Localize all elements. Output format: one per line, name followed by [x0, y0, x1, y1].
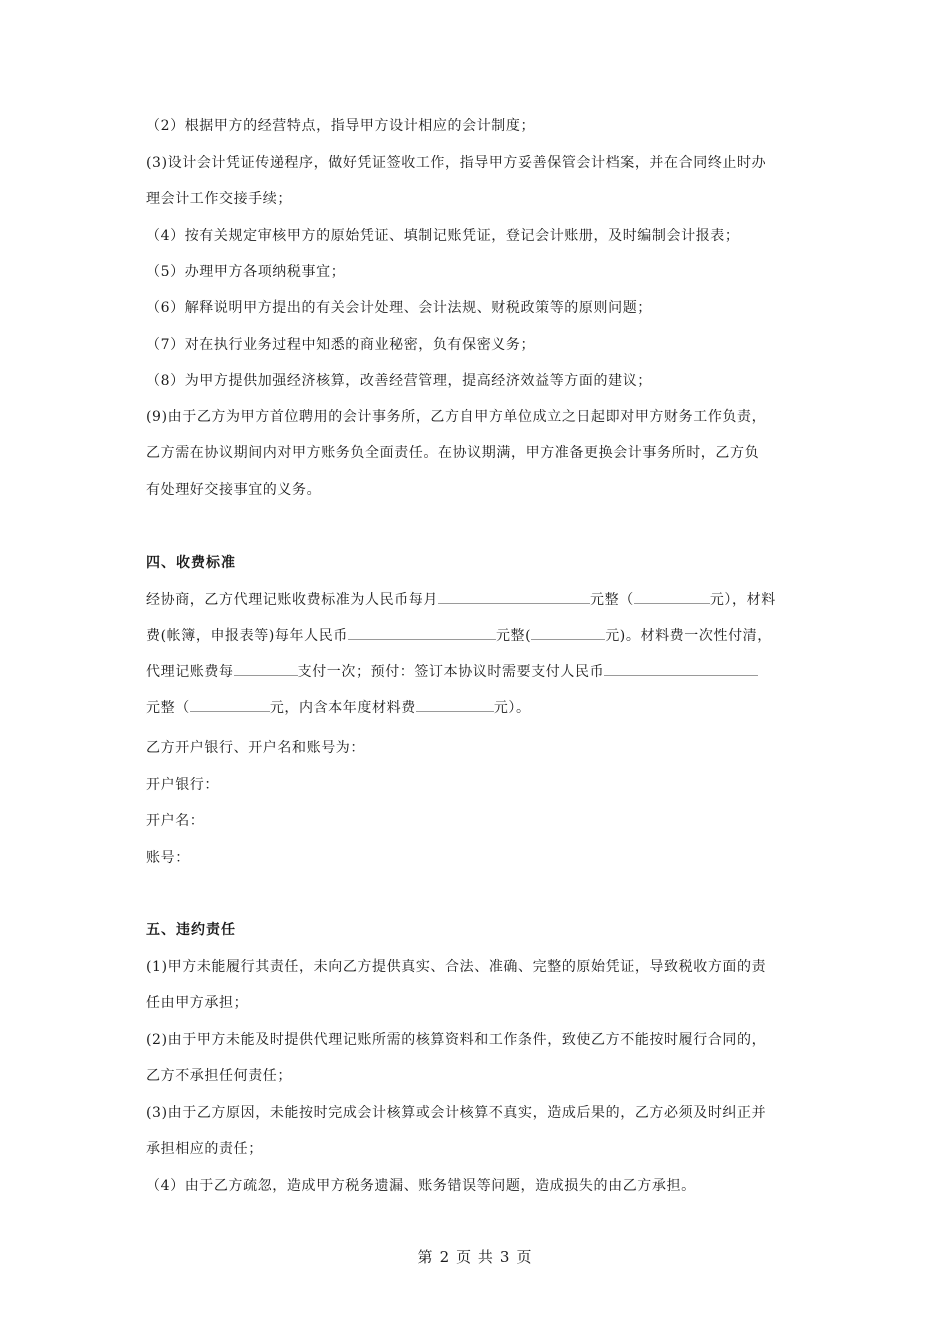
fee-prepay-blank[interactable]: [604, 661, 758, 676]
fee-period-blank[interactable]: [234, 661, 298, 676]
section-4-heading: 四、收费标准: [146, 555, 236, 571]
fee-line-3: [146, 661, 816, 682]
bank-name-label: 开户银行：: [146, 777, 219, 793]
clause-3-9-cont2: 有处理好交接事宜的义务。: [146, 482, 322, 498]
bank-intro: 乙方开户银行、开户名和账号为：: [146, 740, 365, 756]
liability-2-cont: 乙方不承担任何责任；: [146, 1068, 292, 1084]
account-number-label: 账号：: [146, 850, 190, 866]
fee-line-4: [146, 697, 816, 718]
fee-yearly-blank[interactable]: [348, 625, 496, 640]
current-page-number: 2: [439, 1248, 451, 1266]
fee-monthly-yuan-text: 元整（: [590, 592, 634, 608]
account-name-label: 开户名：: [146, 813, 205, 829]
clause-3-4: （4）按有关规定审核甲方的原始凭证、填制记账凭证，登记会计账册，及时编制会计报表；: [146, 228, 740, 244]
fee-prepay-number-blank[interactable]: [190, 697, 270, 712]
fee-period-text: 代理记账费每: [146, 664, 234, 680]
liability-1-cont: 任由甲方承担；: [146, 995, 249, 1011]
section-5-heading: 五、违约责任: [146, 922, 236, 938]
fee-material-included-blank[interactable]: [416, 697, 494, 712]
liability-3: (3)由于乙方原因，未能按时完成会计核算或会计核算不真实，造成后果的，乙方必须及时纠正并: [146, 1105, 767, 1121]
page-number-footer: [0, 1246, 950, 1267]
clause-3-5: （5）办理甲方各项纳税事宜；: [146, 264, 346, 280]
clause-3-7: （7）对在执行业务过程中知悉的商业秘密，负有保密义务；: [146, 337, 536, 353]
fee-yearly-tail-text: 元)。材料费一次性付清，: [605, 628, 772, 644]
clause-3-6: （6）解释说明甲方提出的有关会计处理、会计法规、财税政策等的原则问题；: [146, 300, 652, 316]
clause-3-8: （8）为甲方提供加强经济核算，改善经营管理，提高经济效益等方面的建议；: [146, 373, 652, 389]
footer-prefix: 第: [417, 1248, 434, 1266]
fee-material-text: 元），材料: [709, 592, 776, 608]
fee-monthly-number-blank[interactable]: [634, 589, 710, 604]
footer-middle: 页 共: [456, 1248, 494, 1266]
liability-1: (1)甲方未能履行其责任，未向乙方提供真实、合法、准确、完整的原始凭证，导致税收方面的责: [146, 959, 767, 975]
clause-3-2: （2）根据甲方的经营特点，指导甲方设计相应的会计制度；: [146, 118, 536, 134]
fee-yearly-yuan-text: 元整(: [495, 628, 532, 644]
fee-line-2: [146, 625, 816, 646]
clause-3-3: (3)设计会计凭证传递程序，做好凭证签收工作，指导甲方妥善保管会计档案，并在合同终止时办: [146, 155, 767, 171]
fee-monthly-text: 经协商，乙方代理记账收费标准为人民币每月: [146, 592, 438, 608]
fee-prepay-text: 支付一次；预付：签订本协议时需要支付人民币: [297, 664, 605, 680]
clause-3-9: (9)由于乙方为甲方首位聘用的会计事务所，乙方自甲方单位成立之日起即对甲方财务工作负责，: [146, 409, 767, 425]
total-page-number: 3: [499, 1248, 511, 1266]
clause-3-9-cont1: 乙方需在协议期间内对甲方账务负全面责任。在协议期满，甲方准备更换会计事务所时，乙方负: [146, 445, 760, 461]
fee-line-4-tail-text: 元）。: [493, 700, 531, 716]
fee-material-included-text: 元，内含本年度材料费: [269, 700, 416, 716]
footer-suffix: 页: [516, 1248, 533, 1266]
fee-prepay-yuan-text: 元整（: [146, 700, 190, 716]
liability-4: （4）由于乙方疏忽，造成甲方税务遗漏、账务错误等问题，造成损失的由乙方承担。: [146, 1178, 696, 1194]
fee-yearly-text: 费(帐簿，申报表等)每年人民币: [146, 628, 348, 644]
clause-3-3-cont: 理会计工作交接手续；: [146, 191, 292, 207]
liability-2: (2)由于甲方未能及时提供代理记账所需的核算资料和工作条件，致使乙方不能按时履行合同的，: [146, 1032, 767, 1048]
fee-yearly-number-blank[interactable]: [531, 625, 605, 640]
fee-line-1: [146, 589, 816, 610]
liability-3-cont: 承担相应的责任；: [146, 1141, 263, 1157]
fee-monthly-blank[interactable]: [438, 589, 590, 604]
